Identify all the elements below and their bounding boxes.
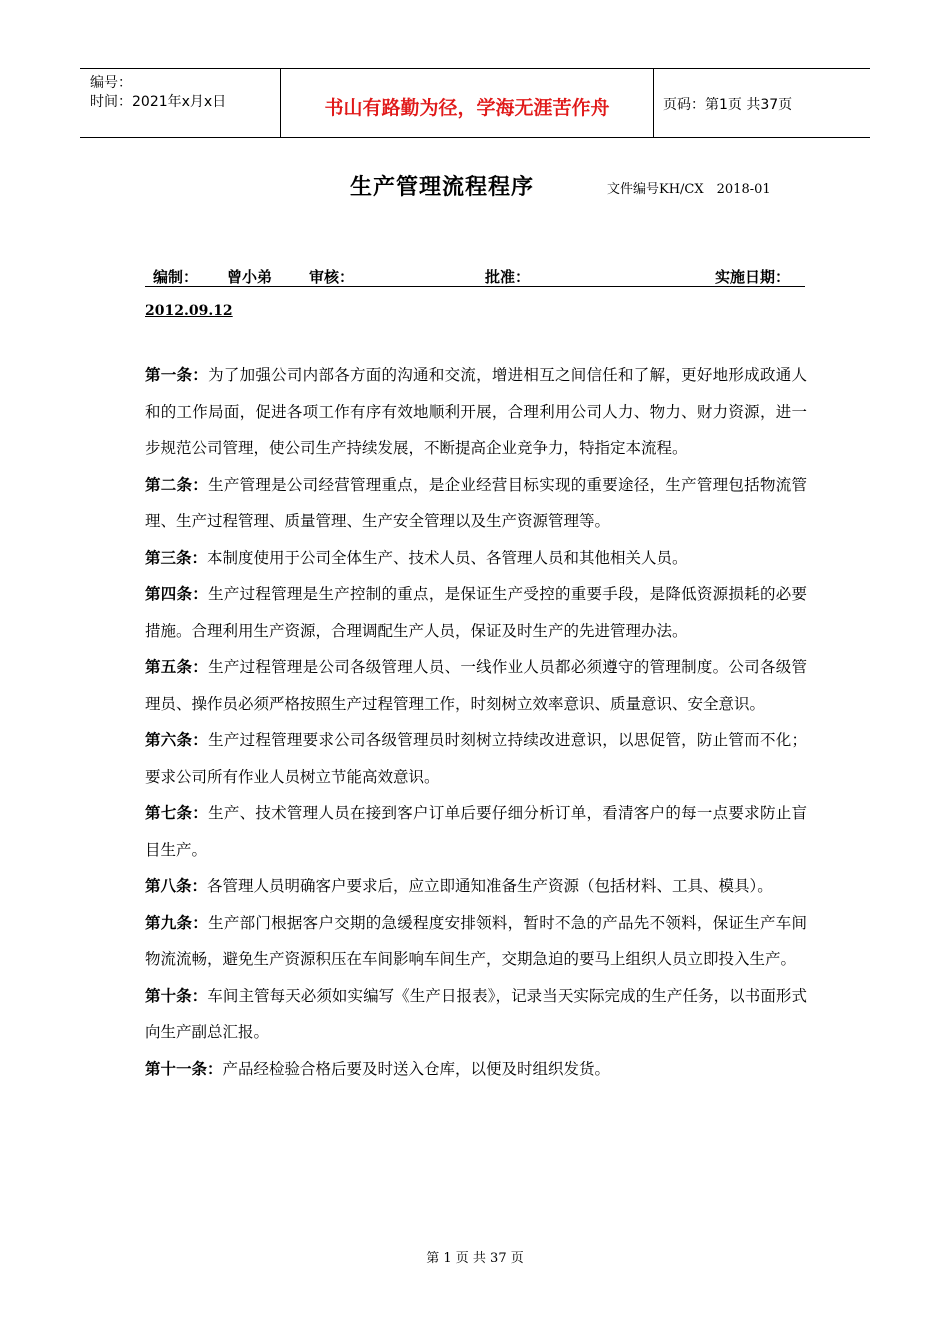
- article-text: 生产过程管理是生产控制的重点，是保证生产受控的重要手段，是降低资源损耗的必要措施。合理利用生产资源，合理调配生产人员，保证及时生产的先进管理办法。: [145, 585, 807, 640]
- article-text: 本制度使用于公司全体生产、技术人员、各管理人员和其他相关人员。: [207, 548, 688, 567]
- article-text: 为了加强公司内部各方面的沟通和交流，增进相互之间信任和了解，更好地形成政通人和的工作局面，促进各项工作有序有效地顺利开展，合理利用公司人力、物力、财力资源，进一步规范公司管理，使公司生产持续发展，不断提高企业竞争力，特指定本流程。: [145, 366, 807, 457]
- page-footer: 第 1 页 共 37 页: [426, 1251, 524, 1266]
- article-label: 第六条：: [145, 730, 209, 749]
- editor-label: 编制：: [153, 268, 199, 286]
- header-meta-cell: [80, 69, 280, 137]
- document-code: 文件编号KH/CX 2018-01: [607, 182, 771, 197]
- article: [145, 357, 807, 467]
- article: [145, 540, 807, 577]
- header-page-cell: [653, 69, 870, 137]
- article-text: 产品经检验合格后要及时送入仓库，以便及时组织发货。: [222, 1059, 611, 1078]
- article: [145, 978, 807, 1051]
- article-label: 第十条：: [145, 985, 208, 1005]
- article-label: 第五条：: [145, 657, 209, 676]
- reviewer-label: 审核：: [309, 268, 355, 286]
- number-label: 编号：: [90, 75, 132, 91]
- article-label: 第一条：: [145, 365, 209, 384]
- article: [145, 795, 807, 868]
- article: [145, 722, 807, 795]
- editor-name: 曾小弟: [227, 268, 273, 286]
- approver-label: 批准：: [485, 268, 531, 286]
- article-list: [145, 357, 807, 1087]
- article-text: 生产管理是公司经营管理重点，是企业经营目标实现的重要途径，生产管理包括物流管理、生产过程管理、质量管理、生产安全管理以及生产资源管理等。: [145, 475, 807, 530]
- article: [145, 576, 807, 649]
- page-info: 页码：第1页 共37页: [663, 97, 793, 113]
- article-text: 生产过程管理是公司各级管理人员、一线作业人员都必须遵守的管理制度。公司各级管理员、操作员必须严格按照生产过程管理工作，时刻树立效率意识、质量意识、安全意识。: [145, 658, 807, 713]
- article-label: 第二条：: [145, 474, 209, 494]
- article-text: 车间主管每天必须如实编写《生产日报表》，记录当天实际完成的生产任务，以书面形式向生产副总汇报。: [145, 986, 807, 1041]
- article-label: 第七条：: [145, 803, 209, 822]
- header-motto-cell: [280, 69, 654, 137]
- article: [145, 649, 807, 722]
- article-text: 生产、技术管理人员在接到客户订单后要仔细分析订单，看清客户的每一点要求防止盲目生产。: [145, 804, 807, 859]
- article: [145, 1051, 807, 1088]
- article-label: 第九条：: [145, 912, 209, 932]
- article-text: 生产部门根据客户交期的急缓程度安排领料，暂时不急的产品先不领料，保证生产车间物流流畅，避免生产资源积压在车间影响车间生产，交期急迫的要马上组织人员立即投入生产。: [145, 913, 807, 968]
- effective-date: 2012.09.12: [145, 303, 233, 319]
- effective-date-label: 实施日期：: [715, 268, 791, 286]
- motto: 书山有路勤为径，学海无涯苦作舟: [324, 97, 610, 119]
- article: [145, 868, 807, 905]
- article-label: 第十一条：: [145, 1058, 223, 1078]
- page-title: 生产管理流程程序: [350, 175, 535, 200]
- article-label: 第八条：: [145, 876, 208, 895]
- signature-row: [145, 266, 805, 287]
- article-label: 第四条：: [145, 584, 209, 603]
- article-text: 各管理人员明确客户要求后，应立即通知准备生产资源（包括材料、工具、模具）。: [207, 877, 773, 895]
- article: [145, 467, 807, 540]
- time-label: 时间：2021年x月x日: [90, 94, 227, 110]
- article-text: 生产过程管理要求公司各级管理员时刻树立持续改进意识，以思促管，防止管而不化；要求公司所有作业人员树立节能高效意识。: [145, 731, 807, 786]
- article-label: 第三条：: [145, 547, 208, 567]
- article: [145, 905, 807, 978]
- document-header: [80, 68, 870, 138]
